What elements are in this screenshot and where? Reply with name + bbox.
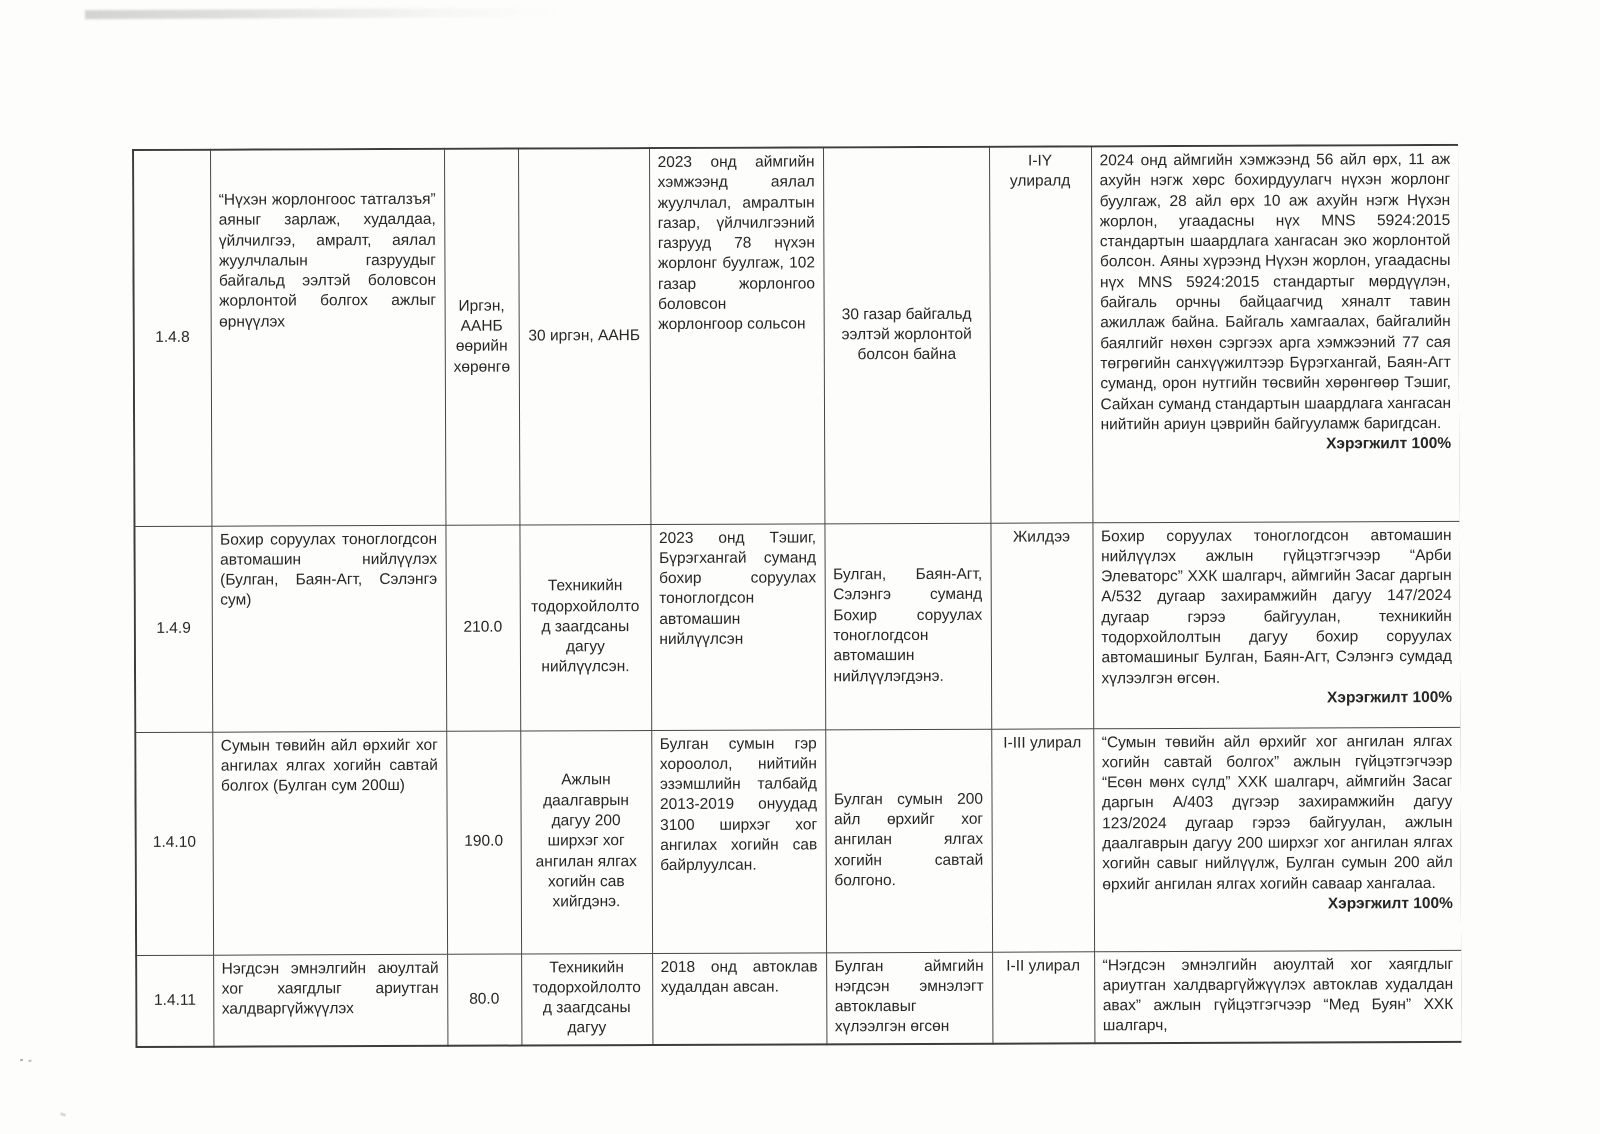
table-row: [134, 521, 1461, 732]
cell-implementation: [1092, 521, 1461, 728]
cell-expected-result: Булган аймгийн нэгдсэн эмнэлэгт автоклавыг хүлээлгэн өгсөн: [826, 952, 992, 1045]
cell-baseline-2023: Булган сумын гэр хороолол, нийтийн эзэмшлийн талбайд 2013-2019 онуудад 3100 ширхэг хог ангилах хогийн сав байрлуулсан.: [651, 729, 826, 953]
cell-target: 30 иргэн, ААНБ: [518, 148, 650, 525]
implementation-text: 2024 онд аймгийн хэмжээнд 56 айл өрх, 11 аж ахуйн нэгж хөрс бохирдуулагч нүхэн жорлонг буулгаж, 28 айл өрх 10 аж ахуйн нэгж Нүхэн жорлон, угаадасны нүх MNS 5924:2015 стандартын шаардлага хангасан эко жорлонтой болсон. Аяны хүрээнд Нүхэн жорлон, угаадасны нүх MNS 5924:2015 стандартыг мөрдүүлэн, байгаль орчны байцаагчид хяналт тавин ажиллаж байна. Байгаль хамгаалах, байгалийн баялгийг нөхөн сэргээх арга хэмжээний 77 сая төгрөгийн санхүүжилтээр Бүрэгхангай, Баян-Агт суманд, орон нутгийн төсвийн хөрөнгөөр Тэшиг, Сайхан суманд стандартын шаардлага хангасан нийтийн ариун цэврийн байгууламж баригдсан.: [1099, 150, 1452, 434]
table-wrapper: [132, 144, 1461, 1055]
cell-task: Сумын төвийн айл өрхийг хог ангилах ялгах хогийн савтай болгох (Булган сум 200ш): [212, 731, 447, 955]
table-row: [136, 950, 1461, 1047]
cell-id: 1.4.8: [133, 150, 211, 526]
cell-id: 1.4.10: [135, 732, 213, 955]
cell-task: Бохир соруулах тоноглогдсон автомашин нийлүүлэх (Булган, Баян-Агт, Сэлэнгэ сум): [211, 525, 446, 732]
scan-mark-bottom-left-2: [60, 1112, 67, 1117]
cell-expected-result: Булган, Баян-Агт, Сэлэнгэ суманд Бохир соруулах тоноглогдсон автомашин нийлүүлэгдэнэ.: [824, 523, 991, 730]
implementation-result: Хэрэгжилт 100%: [1326, 435, 1452, 453]
cell-task: “Нүхэн жорлонгоос татгалзъя” аяныг зарлаж, худалдаа, үйлчилгээ, амралт, аялал жуулчлалын газруудыг байгальд ээлтэй боловсон жорлонтой болгох ажлыг өрнүүлэх: [210, 149, 445, 526]
cell-target: Техникийн тодорхойлолтод заагдсаны дагуу нийлүүлсэн.: [519, 524, 651, 731]
cell-quarter: I-II улирал: [992, 951, 1094, 1043]
cell-expected-result: 30 газар байгальд ээлтэй жорлонтой болсон байна: [823, 147, 990, 524]
cell-funding: 80.0: [447, 954, 521, 1046]
cell-id: 1.4.11: [136, 955, 213, 1047]
cell-quarter: I-III улирал: [991, 728, 1094, 951]
cell-funding: Иргэн, ААНБ өөрийн хөрөнгө: [444, 149, 519, 525]
action-plan-table: [132, 144, 1461, 1048]
cell-id: 1.4.9: [134, 526, 212, 732]
implementation-text: “Сумын төвийн айл өрхийг хог ангилан ялгах хогийн савтай болгох” ажлын гүйцэтгэгчээр “Есөн мөнх сүлд” ХХК шалгарч, аймгийн Засаг даргын А/403 дүгээр захирамжийн дагуу 123/2024 дугаар гэрээ байгуулан, ажлын даалгаврын дагуу 200 ширхэг хог ангилан ялгах хогийн савыг нийлүүлж, Булган сумын 200 айл өрхийг ангилан ялгах хогийн саваар хангалаа.: [1101, 732, 1453, 893]
cell-target: Ажлын даалгаврын дагуу 200 ширхэг хог ангилан ялгах хогийн сав хийгдэнэ.: [520, 730, 652, 954]
table-row: [133, 145, 1460, 526]
cell-funding: 190.0: [446, 731, 521, 954]
implementation-text: “Нэгдсэн эмнэлгийн аюултай хог хаягдлыг ариутган халдваргүйжүүлэх автоклав худалдан авах” ажлын гүйцэтгэгчээр “Мед Буян” ХХК шалгарч,: [1102, 955, 1454, 1035]
scan-smudge-top: [85, 8, 555, 19]
cell-task: Нэгдсэн эмнэлгийн аюултай хог хаягдлыг ариутган халдваргүйжүүлэх: [213, 954, 447, 1047]
cell-expected-result: Булган сумын 200 айл өрхийг хог ангилан ялгах хогийн савтай болгоно.: [825, 729, 992, 953]
cell-quarter: I-IY улиралд: [989, 146, 1092, 522]
table-row: [135, 727, 1461, 955]
cell-baseline-2023: 2023 онд Тэшиг, Бүрэгхангай суманд бохир соруулах тоноглогдсон автомашин нийлүүлсэн: [650, 523, 825, 730]
cell-target: Техникийн тодорхойлолтод заагдсаны дагуу: [521, 953, 652, 1046]
cell-implementation: [1094, 950, 1461, 1043]
cell-implementation: [1091, 145, 1460, 522]
implementation-result: Хэрэгжилт 100%: [1327, 894, 1453, 913]
implementation-result: Хэрэгжилт 100%: [1326, 688, 1453, 707]
cell-implementation: [1093, 727, 1461, 951]
cell-baseline-2023: 2023 онд аймгийн хэмжээнд аялал жуулчлал, амралтын газар, үйлчилгээний газрууд 78 нүхэн жорлонг буулгаж, 102 газар жорлонгоо боловсон жорлонгоор сольсон: [649, 147, 824, 524]
implementation-text: Бохир соруулах тоноглогдсон автомашин нийлүүлэх ажлын гүйцэтгэгчээр “Арби Элеваторс” ХХК шалгарч, аймгийн Засаг даргын А/532 дугаар захирамжийн дагуу 147/2024 дугаар гэрээ байгуулан, техникийн тодорхойлолтын дагуу бохир соруулах автомашиныг Булган, Баян-Агт, Сэлэнгэ сумдад хүлээлгэн өгсөн.: [1100, 526, 1452, 687]
cell-quarter: Жилдээ: [990, 522, 1093, 728]
cell-funding: 210.0: [445, 525, 520, 731]
scan-mark-bottom-left: [18, 1057, 34, 1069]
cell-baseline-2023: 2018 онд автоклав худалдан авсан.: [652, 952, 826, 1045]
